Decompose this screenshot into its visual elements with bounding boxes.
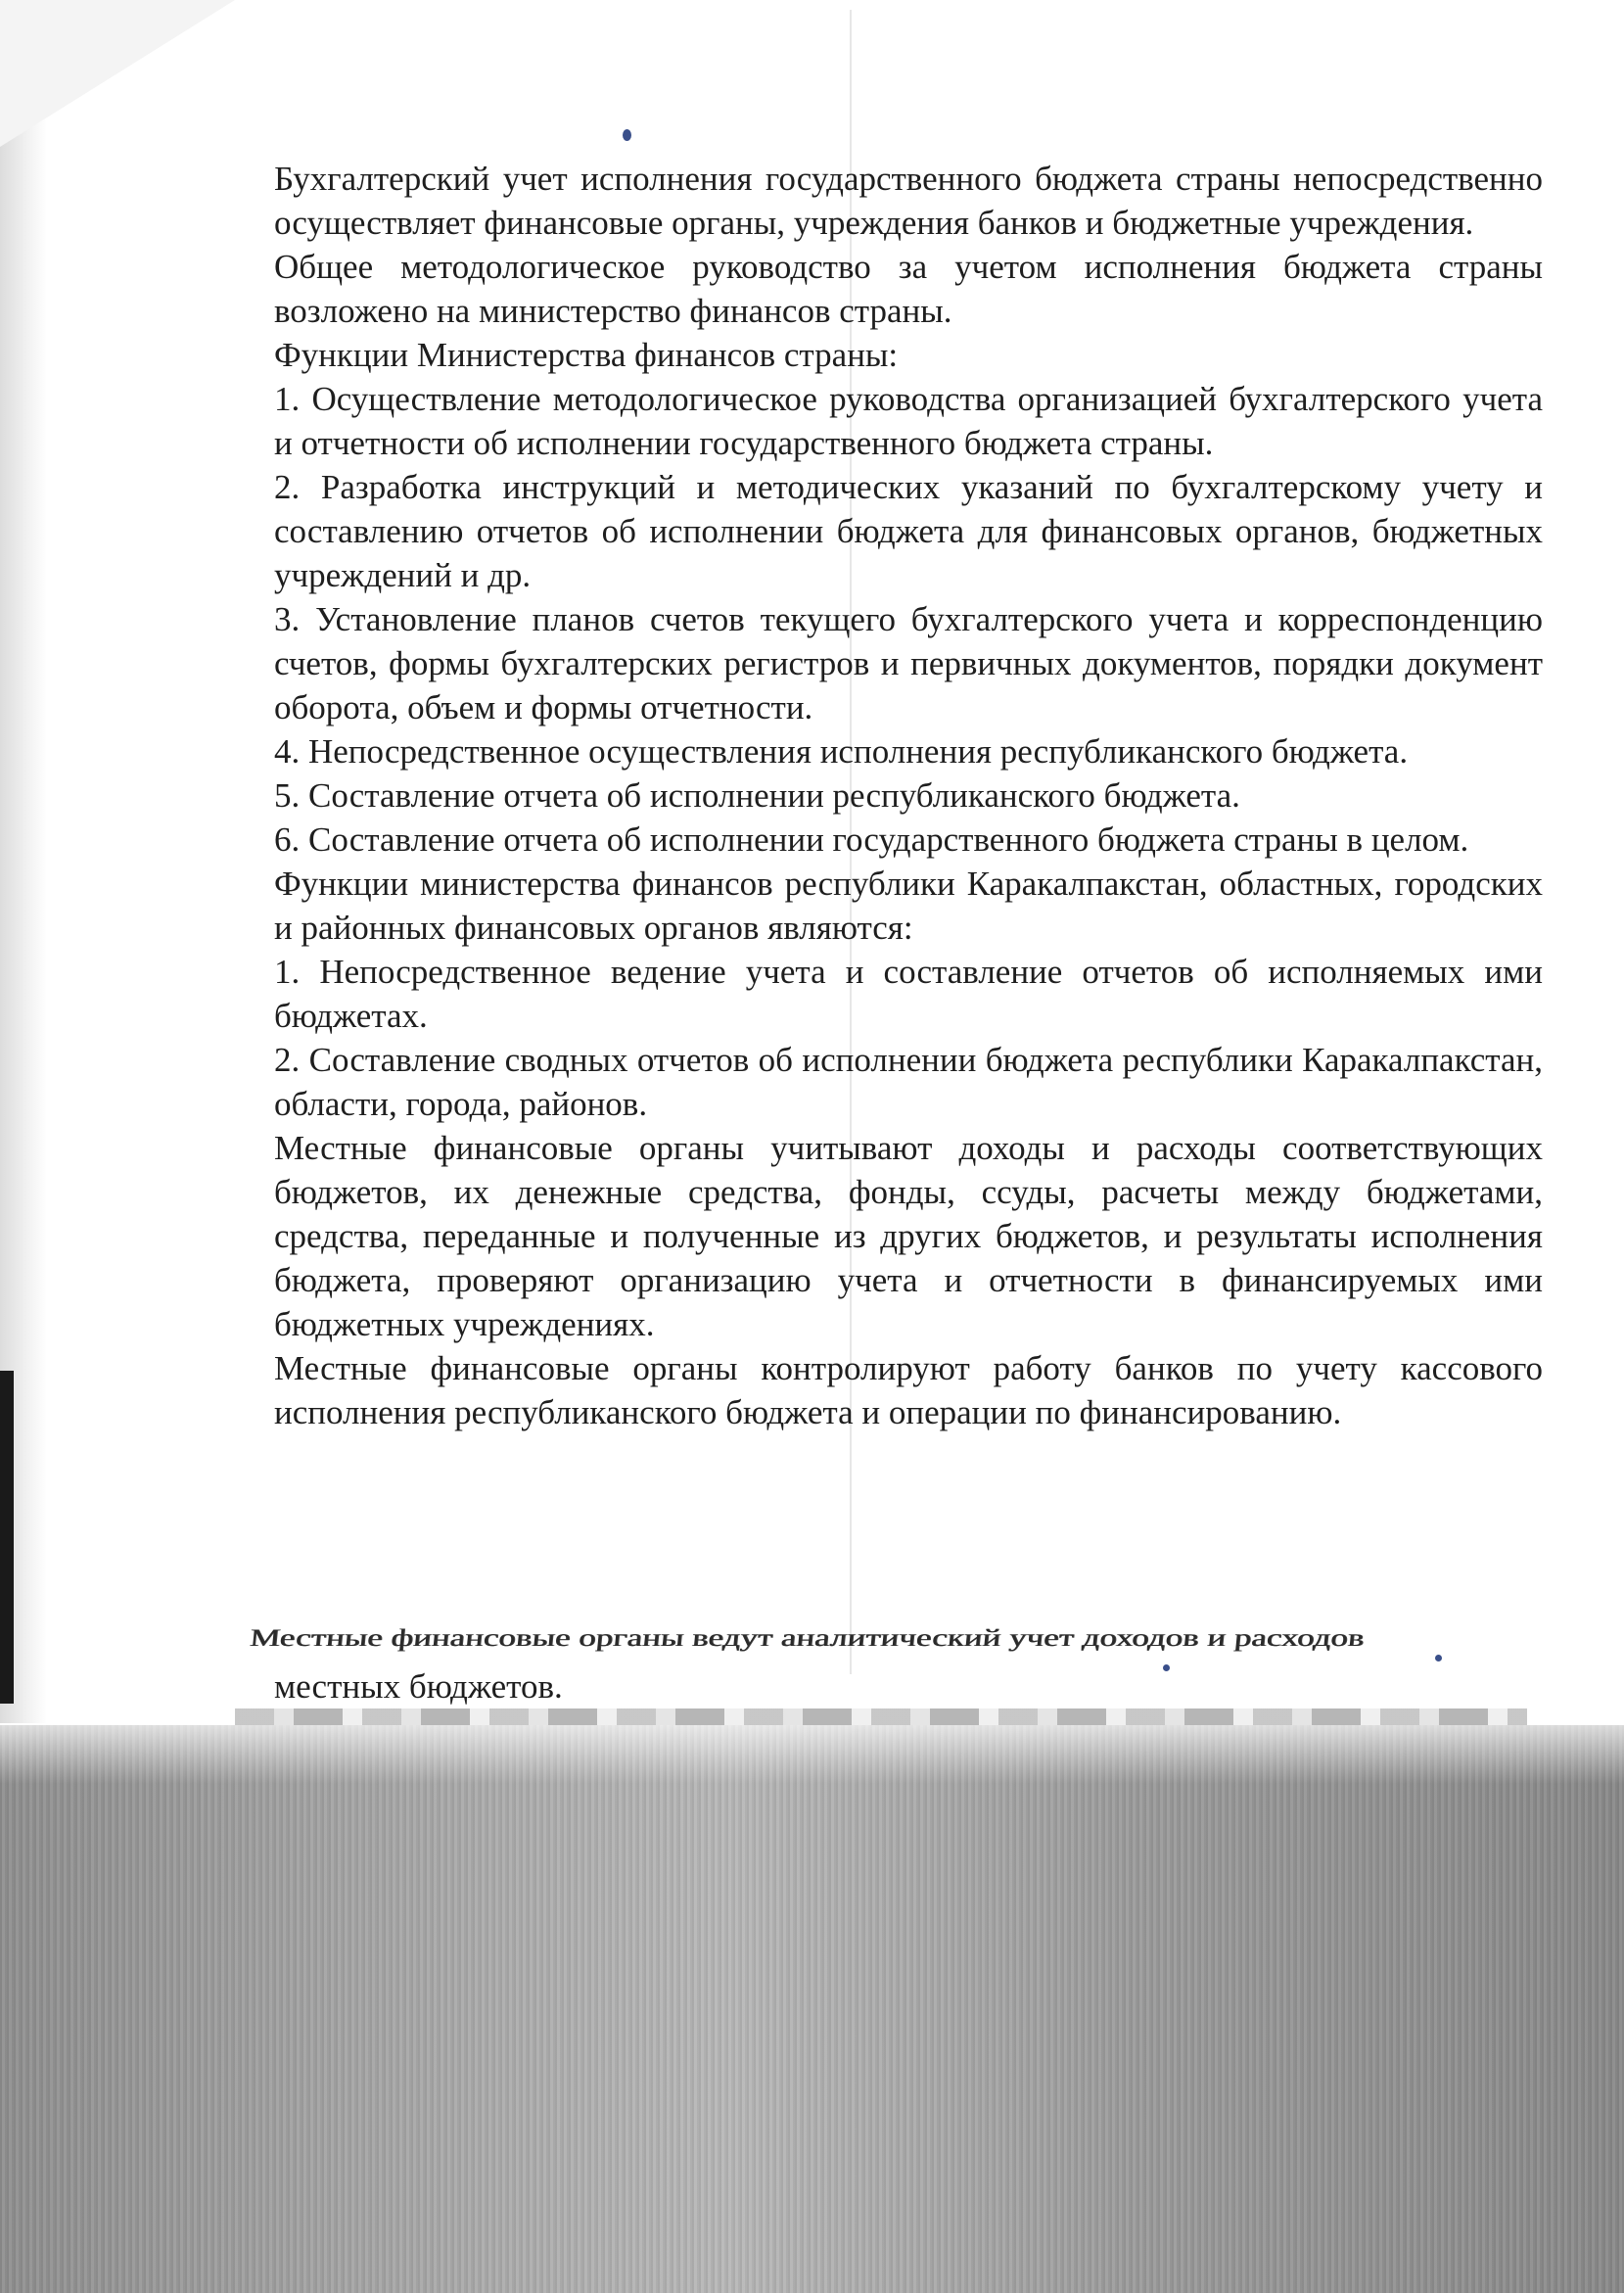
paragraph: Функции министерства финансов республики Каракалпакстан, областных, городских и районных финансовых органов являются:: [274, 865, 1543, 947]
scanner-bed-background: [0, 1725, 1624, 2293]
paragraph: Бухгалтерский учет исполнения государственного бюджета страны непосредственно осуществляет финансовые органы, учреждения банков и бюджетные учреждения.: [274, 160, 1543, 242]
final-line: местных бюджетов.: [274, 1667, 563, 1706]
paragraph: Местные финансовые органы контролируют работу банков по учету кассового исполнения республиканского бюджета и операции по финансированию.: [274, 1349, 1543, 1431]
paragraph: Местные финансовые органы учитывают доходы и расходы соответствующих бюджетов, их денежные средства, фонды, ссуды, расчеты между бюджетами, средства, переданные и полученные из других бюджетов, и результаты исполнения бюджета, проверяют организацию учета и отчетности в финансируемых ими бюджетных учреждениях.: [274, 1129, 1543, 1343]
scan-smear: [235, 1708, 1527, 1726]
paragraph: Общее методологическое руководство за учетом исполнения бюджета страны возложено на министерство финансов страны.: [274, 248, 1543, 330]
paragraph: 5. Составление отчета об исполнении республиканского бюджета.: [274, 776, 1240, 815]
paragraph: 3. Установление планов счетов текущего бухгалтерского учета и корреспонденцию счетов, формы бухгалтерских регистров и первичных документов, порядки документ оборота, объем и формы отчетности.: [274, 600, 1543, 726]
scan-dark-strip: [0, 1371, 14, 1704]
distorted-scan-line: Местные финансовые органы ведут аналитический учет доходов и расходов: [248, 1623, 1366, 1652]
paragraph: 1. Осуществление методологическое руководства организацией бухгалтерского учета и отчетности об исполнении государственного бюджета страны.: [274, 380, 1543, 462]
paragraph: 2. Составление сводных отчетов об исполнении бюджета республики Каракалпакстан, области, города, районов.: [274, 1041, 1543, 1123]
document-body: [274, 157, 1543, 1434]
ink-speck: [623, 129, 631, 141]
paragraph: 6. Составление отчета об исполнении государственного бюджета страны в целом.: [274, 820, 1469, 859]
scanner-bed-shade: [0, 1725, 1624, 1784]
paragraph: 1. Непосредственное ведение учета и составление отчетов об исполняемых ими бюджетах.: [274, 953, 1543, 1035]
paragraph: Функции Министерства финансов страны:: [274, 336, 899, 374]
ink-speck: [1435, 1655, 1442, 1661]
paragraph: 2. Разработка инструкций и методических указаний по бухгалтерскому учету и составлению отчетов об исполнении бюджета для финансовых органов, бюджетных учреждений и др.: [274, 468, 1543, 594]
ink-speck: [1163, 1664, 1170, 1671]
paragraph: 4. Непосредственное осуществления исполнения республиканского бюджета.: [274, 732, 1409, 771]
scan-folded-corner: [0, 0, 235, 147]
